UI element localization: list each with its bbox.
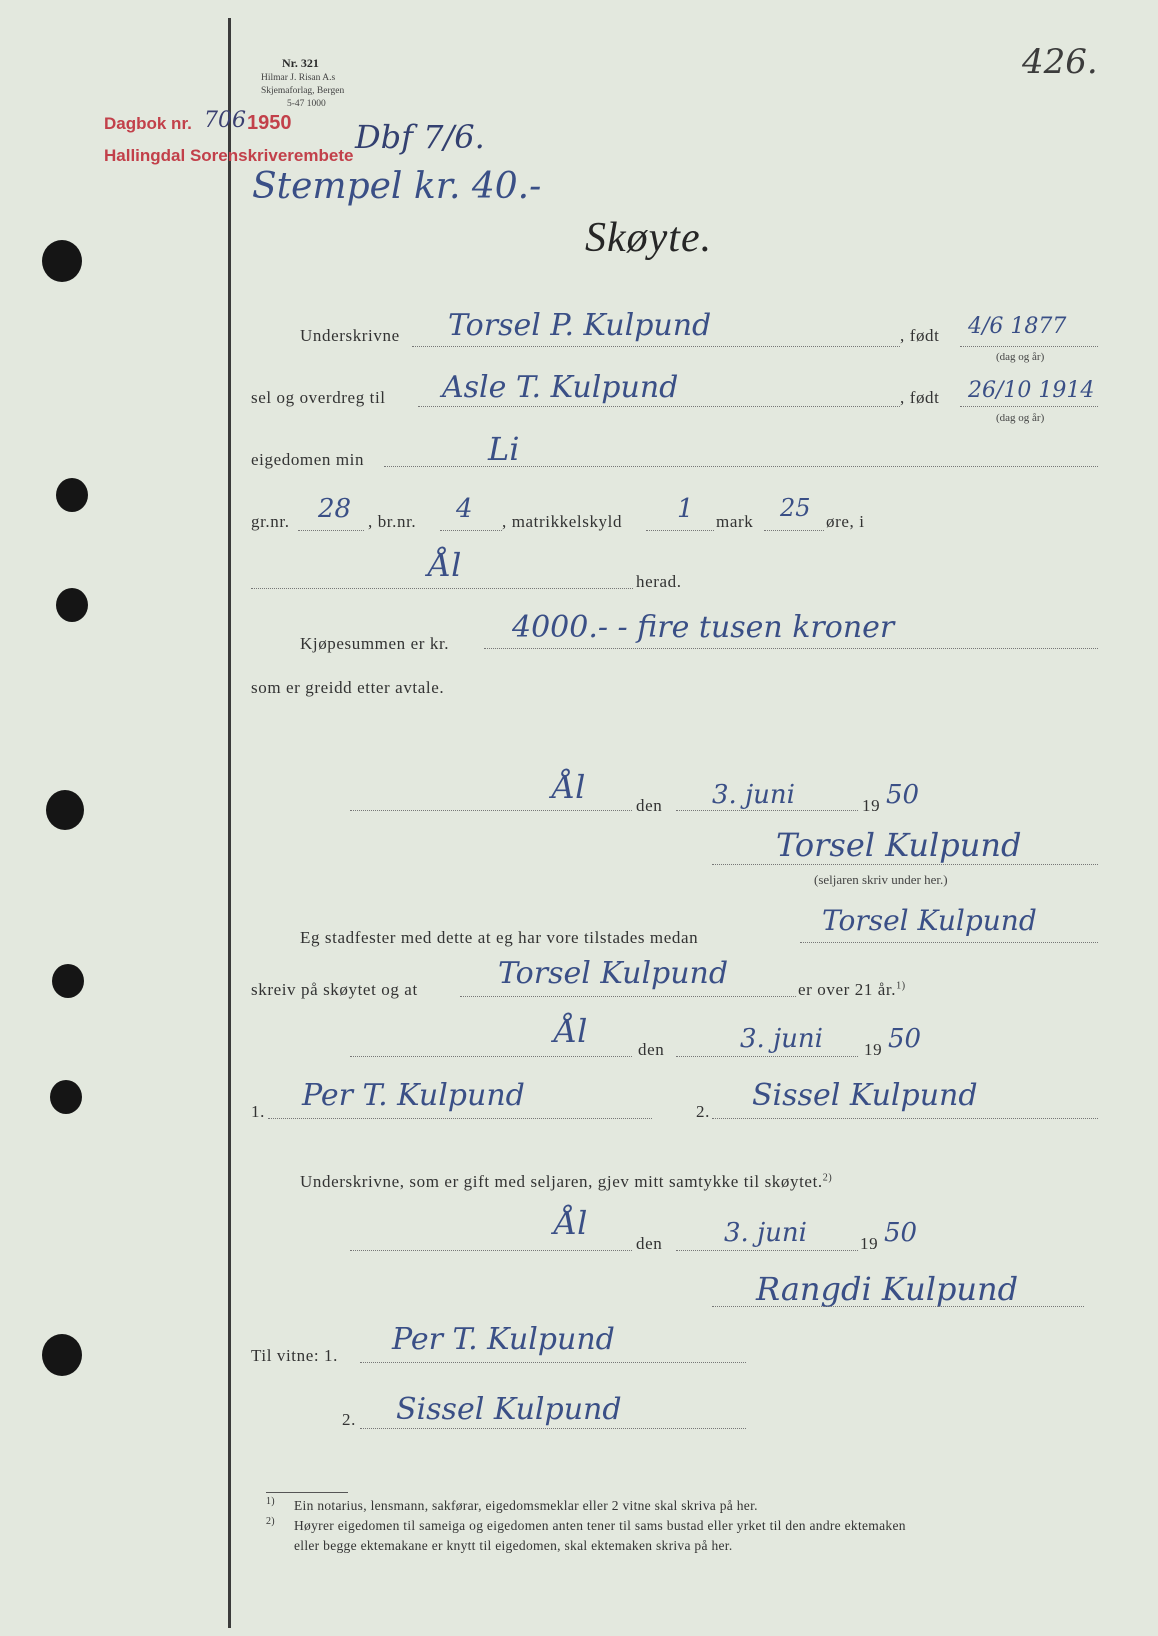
publisher-line: Hilmar J. Risan A.s	[261, 73, 336, 83]
stamp-year: 1950	[247, 112, 292, 134]
stamp-duty: Stempel kr. 40.-	[252, 166, 542, 207]
sale-place: Ål	[552, 768, 586, 806]
year-suffix: 50	[888, 1024, 922, 1054]
spouse-signature: Rangdi Kulpund	[756, 1270, 1019, 1308]
footnote-marker: 2)	[266, 1516, 275, 1527]
dotted-line	[298, 530, 364, 531]
dotted-line	[712, 1118, 1098, 1119]
dotted-line	[676, 810, 858, 811]
age-confirmation	[798, 980, 906, 1000]
dotted-line	[440, 530, 502, 531]
dotted-line	[360, 1362, 746, 1363]
stamp-journal-label: Dagbok nr.	[104, 114, 192, 133]
footnote-2: Høyrer eigedomen til sameiga og eigedomen anten tener til sams bustad eller yrket til den andre ektemaken	[294, 1518, 906, 1533]
buyer-name-field: Asle T. Kulpund	[442, 370, 679, 405]
spouse-place: Ål	[554, 1204, 588, 1242]
dotted-line	[360, 1428, 746, 1429]
born-label: , født	[900, 388, 940, 407]
date-den-label: den	[636, 1234, 663, 1253]
dotted-line	[676, 1250, 858, 1251]
dotted-line	[712, 864, 1098, 865]
witness-1-signature: Per T. Kulpund	[392, 1322, 615, 1357]
witness-number: 2.	[342, 1410, 356, 1429]
dotted-line	[764, 530, 824, 531]
date-den-label: den	[636, 796, 663, 815]
ore-field: 25	[780, 494, 811, 522]
transfer-label: sel og overdreg til	[251, 388, 386, 407]
age-text: er over 21 år.	[798, 980, 897, 999]
confirmation-seller-name: Torsel Kulpund	[498, 956, 729, 991]
witness-number: 2.	[696, 1102, 710, 1121]
dotted-line	[646, 530, 714, 531]
stamp-office-name: Hallingdal Sorenskriverembete	[104, 146, 354, 165]
confirmation-seller-name: Torsel Kulpund	[822, 904, 1037, 937]
price-label: Kjøpesummen er kr.	[300, 634, 450, 653]
grnr-field: 28	[318, 494, 352, 524]
dotted-line	[418, 406, 900, 407]
dotted-line	[460, 996, 796, 997]
date-den-label: den	[638, 1040, 665, 1059]
property-name-field: Li	[488, 430, 520, 468]
dotted-line	[412, 346, 900, 347]
footnote-marker: 1)	[266, 1496, 275, 1507]
confirmation-witness-1: Per T. Kulpund	[302, 1078, 525, 1113]
punch-hole	[46, 790, 84, 830]
price-field: 4000.- - fire tusen kroner	[512, 610, 895, 645]
punch-hole	[52, 964, 84, 998]
municipality-field: Ål	[428, 546, 462, 584]
seller-signature-caption: (seljaren skriv under her.)	[814, 872, 948, 887]
spouse-consent-text	[300, 1172, 832, 1192]
dotted-line	[800, 942, 1098, 943]
sale-date: 3. juni	[712, 780, 795, 810]
confirmation-witness-2: Sissel Kulpund	[752, 1078, 978, 1113]
page-number: 426.	[1022, 42, 1098, 82]
publisher-line: Skjemaforlag, Bergen	[261, 86, 345, 96]
dotted-line	[676, 1056, 858, 1057]
date-hint: (dag og år)	[996, 412, 1045, 424]
footnote-2-continued: eller begge ektemakane er knytt til eigedomen, skal ektemaken skriva på her.	[294, 1538, 733, 1553]
brnr-label: , br.nr.	[368, 512, 417, 531]
stamp-note: Dbf 7/6.	[355, 118, 485, 156]
form-number: Nr. 321	[282, 56, 319, 70]
spouse-consent-body: Underskrivne, som er gift med seljaren, gjev mitt samtykke til skøytet.	[300, 1172, 823, 1191]
payment-terms: som er greidd etter avtale.	[251, 678, 445, 697]
buyer-birth-date: 26/10 1914	[968, 378, 1095, 403]
born-label: , født	[900, 326, 940, 345]
punch-hole	[42, 1334, 82, 1376]
year-prefix: 19	[864, 1040, 883, 1059]
confirmation-place: Ål	[554, 1012, 588, 1050]
dotted-line	[484, 648, 1098, 649]
dotted-line	[251, 588, 633, 589]
mark-field: 1	[677, 494, 694, 524]
year-prefix: 19	[860, 1234, 879, 1253]
margin-line	[228, 18, 231, 1628]
footnote-ref: 1)	[896, 980, 906, 992]
dotted-line	[712, 1306, 1084, 1307]
page-title: Skøyte.	[585, 215, 713, 261]
punch-hole	[56, 588, 88, 622]
mark-label: mark	[716, 512, 754, 531]
witness-2-signature: Sissel Kulpund	[396, 1392, 622, 1427]
year-prefix: 19	[862, 796, 881, 815]
dotted-line	[350, 1250, 632, 1251]
confirmation-text: Eg stadfester med dette at eg har vore tilstades medan	[300, 928, 699, 947]
seller-birth-date: 4/6 1877	[968, 314, 1067, 339]
property-label: eigedomen min	[251, 450, 365, 469]
punch-hole	[56, 478, 88, 512]
dotted-line	[350, 1056, 632, 1057]
seller-signature: Torsel Kulpund	[776, 826, 1022, 864]
seller-name-field: Torsel P. Kulpund	[448, 308, 712, 343]
year-suffix: 50	[886, 780, 920, 810]
dotted-line	[268, 1118, 652, 1119]
date-hint: (dag og år)	[996, 351, 1045, 363]
punch-hole	[42, 240, 82, 282]
grnr-label: gr.nr.	[251, 512, 290, 531]
matrikkel-label: , matrikkelskyld	[502, 512, 623, 531]
footnote-1: Ein notarius, lensmann, sakførar, eigedomsmeklar eller 2 vitne skal skriva på her.	[294, 1498, 758, 1513]
year-suffix: 50	[884, 1218, 918, 1248]
spouse-date: 3. juni	[724, 1218, 807, 1248]
brnr-field: 4	[456, 494, 473, 524]
witness-number: 1.	[251, 1102, 265, 1121]
undersigned-label: Underskrivne	[300, 326, 400, 345]
confirmation-text: skreiv på skøytet og at	[251, 980, 418, 999]
footnote-rule	[266, 1492, 348, 1493]
dotted-line	[960, 346, 1098, 347]
ore-label: øre, i	[826, 512, 865, 531]
dotted-line	[350, 810, 632, 811]
publisher-line: 5-47 1000	[287, 99, 326, 109]
confirmation-date: 3. juni	[740, 1024, 823, 1054]
witnesses-label: Til vitne: 1.	[251, 1346, 338, 1365]
stamp-number: 706	[204, 108, 246, 133]
footnote-ref: 2)	[822, 1172, 833, 1184]
punch-hole	[50, 1080, 82, 1114]
municipality-label: herad.	[636, 572, 682, 591]
dotted-line	[960, 406, 1098, 407]
